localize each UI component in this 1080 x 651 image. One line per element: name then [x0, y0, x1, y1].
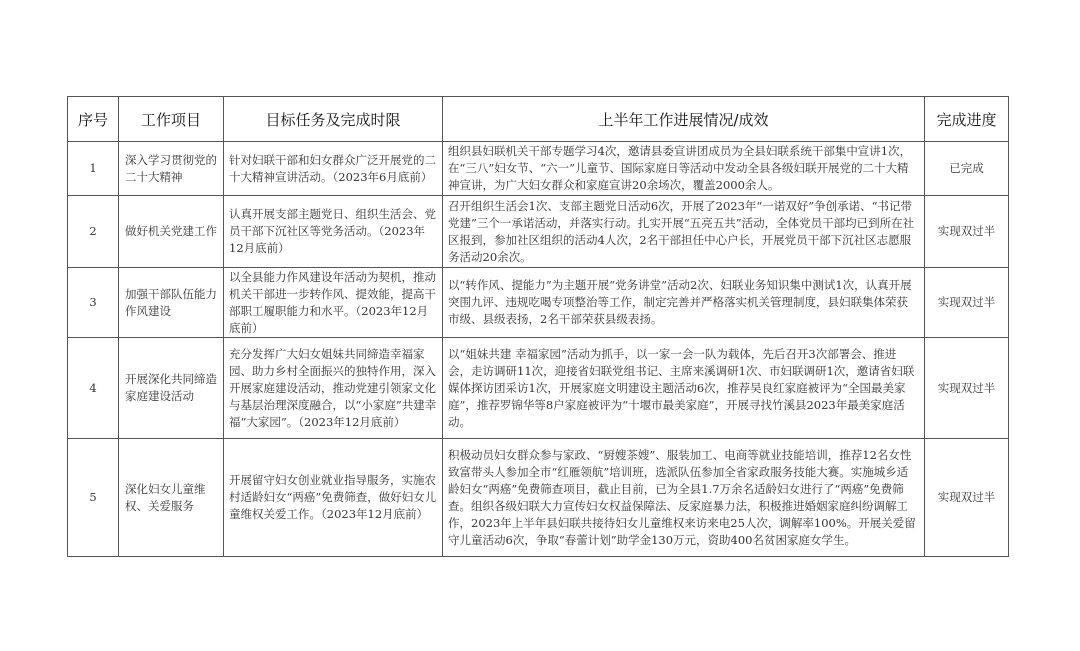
- table-header-row: [68, 97, 1009, 142]
- row-target-task: 针对妇联干部和妇女群众广泛开展党的二十大精神宣讲活动。（2023年6月底前）: [224, 142, 443, 196]
- row-work-item: 深入学习贯彻党的二十大精神: [119, 142, 224, 196]
- row-status: 实现双过半: [925, 338, 1009, 439]
- row-target-task: 开展留守妇女创业就业指导服务，实施农村适龄妇女“两癌”免费筛查，做好妇女儿童维权关爱工作。（2023年12月底前）: [224, 439, 443, 557]
- row-work-item: 做好机关党建工作: [119, 196, 224, 268]
- work-progress-table: [67, 96, 1009, 557]
- table-row: [68, 268, 1009, 338]
- table-row: [68, 142, 1009, 196]
- row-progress: 组织县妇联机关干部专题学习4次，邀请县委宣讲团成员为全县妇联系统干部集中宣讲1次，在“三八”妇女节、“六一”儿童节、国际家庭日等活动中发动全县各级妇联开展党的二十大精神宣讲，为广大妇女群众和家庭宣讲20余场次，覆盖2000余人。: [443, 142, 925, 196]
- row-target-task: 充分发挥广大妇女姐妹共同缔造幸福家园、助力乡村全面振兴的独特作用，深入开展家庭建设活动，推动党建引领家文化与基层治理深度融合，以“小家庭”共建幸福“大家园”。（2023年12月底前）: [224, 338, 443, 439]
- row-work-item: 加强干部队伍能力作风建设: [119, 268, 224, 338]
- table-row: [68, 439, 1009, 557]
- row-target-task: 认真开展支部主题党日、组织生活会、党员干部下沉社区等党务活动。（2023年12月底前）: [224, 196, 443, 268]
- header-index: 序号: [68, 97, 119, 142]
- row-target-task: 以全县能力作风建设年活动为契机，推动机关干部进一步转作风、提效能，提高干部职工履职能力和水平。（2023年12月底前）: [224, 268, 443, 338]
- table-row: [68, 196, 1009, 268]
- row-progress: 召开组织生活会1次、支部主题党日活动6次，开展了2023年“一诺双好”争创承诺、“书记带党建”三个一承诺活动，并落实行动。扎实开展“五亮五共”活动，全体党员干部均已到所在社区报到，参加社区组织的活动4人次，2名干部担任中心户长，开展党员干部下沉社区志愿服务活动20余次。: [443, 196, 925, 268]
- header-progress: 上半年工作进展情况/成效: [443, 97, 925, 142]
- row-status: 实现双过半: [925, 268, 1009, 338]
- row-index: 1: [68, 142, 119, 196]
- row-status: 已完成: [925, 142, 1009, 196]
- row-index: 3: [68, 268, 119, 338]
- row-index: 4: [68, 338, 119, 439]
- header-status: 完成进度: [925, 97, 1009, 142]
- row-work-item: 开展深化共同缔造家庭建设活动: [119, 338, 224, 439]
- header-work-item: 工作项目: [119, 97, 224, 142]
- row-status: 实现双过半: [925, 439, 1009, 557]
- row-status: 实现双过半: [925, 196, 1009, 268]
- row-progress: 以“姐妹共建 幸福家园”活动为抓手，以一家一会一队为载体，先后召开3次部署会、推进会，走访调研11次，迎接省妇联党组书记、主席来溪调研1次、市妇联调研1次，邀请省妇联媒体探访团采访1次，开展家庭文明建设主题活动6次，推荐吴良红家庭被评为“全国最美家庭”，推荐罗锦华等8户家庭被评为“十堰市最美家庭”，开展寻找竹溪县2023年最美家庭活动。: [443, 338, 925, 439]
- row-progress: 积极动员妇女群众参与家政、“厨嫂茶嫂”、服装加工、电商等就业技能培训，推荐12名女性致富带头人参加全市“红雁领航”培训班，选派队伍参加全省家政服务技能大赛。实施城乡适龄妇女“两癌”免费筛查项目，截止目前，已为全县1.7万余名适龄妇女进行了“两癌”免费筛查。组织各级妇联大力宣传妇女权益保障法、反家庭暴力法，积极推进婚姻家庭纠纷调解工作，2023年上半年县妇联共接待妇女儿童维权来访来电25人次，调解率100%。开展关爱留守儿童活动6次，争取“春蕾计划”助学金130万元，资助400名贫困家庭女学生。: [443, 439, 925, 557]
- row-index: 5: [68, 439, 119, 557]
- row-index: 2: [68, 196, 119, 268]
- table-row: [68, 338, 1009, 439]
- header-target-task: 目标任务及完成时限: [224, 97, 443, 142]
- row-work-item: 深化妇女儿童维权、关爱服务: [119, 439, 224, 557]
- work-progress-table-container: [67, 96, 1008, 557]
- row-progress: 以“转作风、提能力”为主题开展“党务讲堂”活动2次、妇联业务知识集中测试1次，认真开展突围九评、违规吃喝专项整治等工作，制定完善并严格落实机关管理制度，县妇联集体荣获市级、县级表扬，2名干部荣获县级表扬。: [443, 268, 925, 338]
